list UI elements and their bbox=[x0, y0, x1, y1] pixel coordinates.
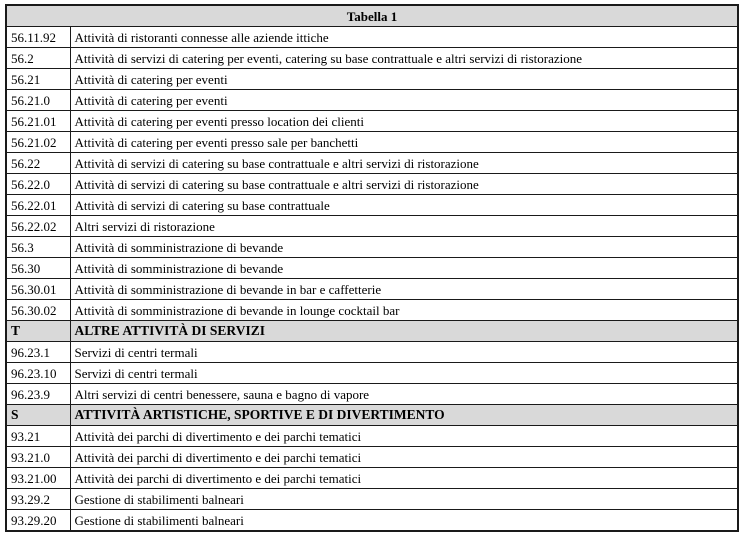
description-cell: Attività di somministrazione di bevande in bar e caffetterie bbox=[70, 279, 738, 300]
description-cell: Attività di somministrazione di bevande bbox=[70, 237, 738, 258]
code-cell: 96.23.10 bbox=[6, 363, 70, 384]
description-cell: Attività di catering per eventi presso location dei clienti bbox=[70, 111, 738, 132]
description-cell: Attività di catering per eventi bbox=[70, 90, 738, 111]
table-row bbox=[6, 237, 738, 258]
table-row bbox=[6, 258, 738, 279]
table-row bbox=[6, 174, 738, 195]
title-row bbox=[6, 5, 738, 27]
description-cell: Gestione di stabilimenti balneari bbox=[70, 510, 738, 532]
table-row bbox=[6, 27, 738, 48]
description-cell: Attività di ristoranti connesse alle aziende ittiche bbox=[70, 27, 738, 48]
description-cell: Attività di catering per eventi presso sale per banchetti bbox=[70, 132, 738, 153]
table-row bbox=[6, 216, 738, 237]
description-cell: ALTRE ATTIVITÀ DI SERVIZI bbox=[70, 321, 738, 342]
table-row bbox=[6, 69, 738, 90]
code-cell: 56.30.02 bbox=[6, 300, 70, 321]
description-cell: Servizi di centri termali bbox=[70, 342, 738, 363]
tabella-1 bbox=[5, 4, 739, 532]
code-cell: 93.21.00 bbox=[6, 468, 70, 489]
table-row bbox=[6, 384, 738, 405]
description-cell: Attività dei parchi di divertimento e dei parchi tematici bbox=[70, 447, 738, 468]
code-cell: 56.11.92 bbox=[6, 27, 70, 48]
code-cell: 56.22.02 bbox=[6, 216, 70, 237]
description-cell: Attività di servizi di catering su base contrattuale e altri servizi di ristorazione bbox=[70, 174, 738, 195]
description-cell: Altri servizi di centri benessere, sauna e bagno di vapore bbox=[70, 384, 738, 405]
table-title: Tabella 1 bbox=[6, 5, 738, 27]
code-cell: 93.29.20 bbox=[6, 510, 70, 532]
table-row bbox=[6, 90, 738, 111]
code-cell: 56.30.01 bbox=[6, 279, 70, 300]
table-body bbox=[6, 27, 738, 532]
code-cell: 56.21.02 bbox=[6, 132, 70, 153]
table-row bbox=[6, 489, 738, 510]
description-cell: Attività di somministrazione di bevande in lounge cocktail bar bbox=[70, 300, 738, 321]
code-cell: 56.21.0 bbox=[6, 90, 70, 111]
description-cell: Attività di catering per eventi bbox=[70, 69, 738, 90]
table-row bbox=[6, 132, 738, 153]
code-cell: 93.21 bbox=[6, 426, 70, 447]
table-row bbox=[6, 153, 738, 174]
code-cell: 56.22 bbox=[6, 153, 70, 174]
table-row bbox=[6, 195, 738, 216]
code-cell: 93.29.2 bbox=[6, 489, 70, 510]
table-row bbox=[6, 510, 738, 532]
description-cell: Attività dei parchi di divertimento e dei parchi tematici bbox=[70, 426, 738, 447]
section-row bbox=[6, 405, 738, 426]
description-cell: Attività di somministrazione di bevande bbox=[70, 258, 738, 279]
code-cell: 56.21.01 bbox=[6, 111, 70, 132]
description-cell: Servizi di centri termali bbox=[70, 363, 738, 384]
table-row bbox=[6, 48, 738, 69]
code-cell: 96.23.9 bbox=[6, 384, 70, 405]
table-row bbox=[6, 468, 738, 489]
code-cell: 56.21 bbox=[6, 69, 70, 90]
table-row bbox=[6, 447, 738, 468]
description-cell: Attività di servizi di catering su base contrattuale bbox=[70, 195, 738, 216]
table-row bbox=[6, 363, 738, 384]
code-cell: 56.22.01 bbox=[6, 195, 70, 216]
table-row bbox=[6, 300, 738, 321]
description-cell: Attività di servizi di catering su base contrattuale e altri servizi di ristorazione bbox=[70, 153, 738, 174]
table-row bbox=[6, 279, 738, 300]
description-cell: Gestione di stabilimenti balneari bbox=[70, 489, 738, 510]
description-cell: ATTIVITÀ ARTISTICHE, SPORTIVE E DI DIVERTIMENTO bbox=[70, 405, 738, 426]
code-cell: 93.21.0 bbox=[6, 447, 70, 468]
table-row bbox=[6, 426, 738, 447]
code-cell: 56.30 bbox=[6, 258, 70, 279]
code-cell: T bbox=[6, 321, 70, 342]
description-cell: Attività dei parchi di divertimento e dei parchi tematici bbox=[70, 468, 738, 489]
code-cell: 56.3 bbox=[6, 237, 70, 258]
section-row bbox=[6, 321, 738, 342]
table-row bbox=[6, 342, 738, 363]
code-cell: 56.2 bbox=[6, 48, 70, 69]
description-cell: Attività di servizi di catering per eventi, catering su base contrattuale e altri servizi di ristorazione bbox=[70, 48, 738, 69]
code-cell: 56.22.0 bbox=[6, 174, 70, 195]
description-cell: Altri servizi di ristorazione bbox=[70, 216, 738, 237]
code-cell: S bbox=[6, 405, 70, 426]
code-cell: 96.23.1 bbox=[6, 342, 70, 363]
table-row bbox=[6, 111, 738, 132]
